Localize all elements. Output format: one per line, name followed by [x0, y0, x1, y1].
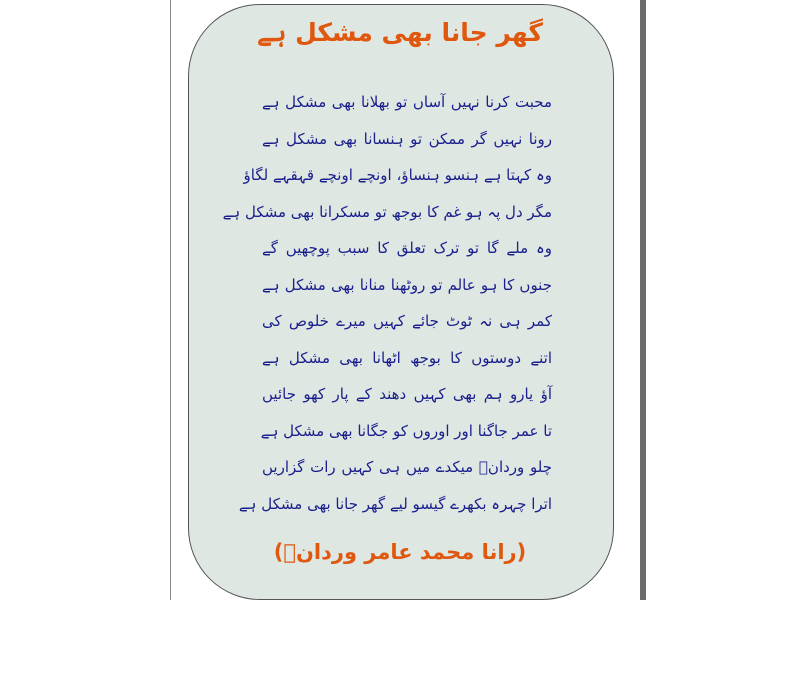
poem-title: گھر جانا بھی مشکل ہے: [257, 18, 543, 47]
poem-line: اترا چہرہ بکھرے گیسو لیے گھر جانا بھی مشکل ہے: [238, 494, 552, 513]
page-shadow: [640, 0, 646, 600]
poem-line: کمر ہی نہ ٹوٹ جائے کہیں میرے خلوص کی: [262, 312, 552, 330]
poem-line: چلو وردانؔ میکدے میں ہی کہیں رات گزاریں: [262, 458, 552, 476]
poem-line: محبت کرنا نہیں آساں تو بھلانا بھی مشکل ہے: [262, 93, 552, 111]
poem-line: رونا نہیں گر ممکن تو ہنسانا بھی مشکل ہے: [262, 129, 552, 148]
poem-line: آؤ یارو ہم بھی کہیں دھند کے پار کھو جائیں: [262, 385, 552, 403]
poem-line: وہ ملے گا تو ترک تعلق کا سبب پوچھیں گے: [262, 239, 552, 257]
poem-line: وہ کہتا ہے ہنسو ہنساؤ، اونچے اونچے قہقہے لگاؤ: [243, 166, 552, 184]
poem-lines: [222, 88, 552, 526]
poem-line: جنوں کا ہو عالم تو روٹھنا منانا بھی مشکل ہے: [262, 275, 552, 294]
poem-line: تا عمر جاگنا اور اوروں کو جگانا بھی مشکل ہے: [260, 421, 552, 440]
poem-author: (رانا محمد عامر وردانؔ): [273, 540, 527, 564]
poem-line: مگر دل پہ ہو غم کا بوجھ تو مسکرانا بھی مشکل ہے: [222, 202, 552, 221]
poem-line: اتنے دوستوں کا بوجھ اٹھانا بھی مشکل ہے: [262, 348, 552, 367]
